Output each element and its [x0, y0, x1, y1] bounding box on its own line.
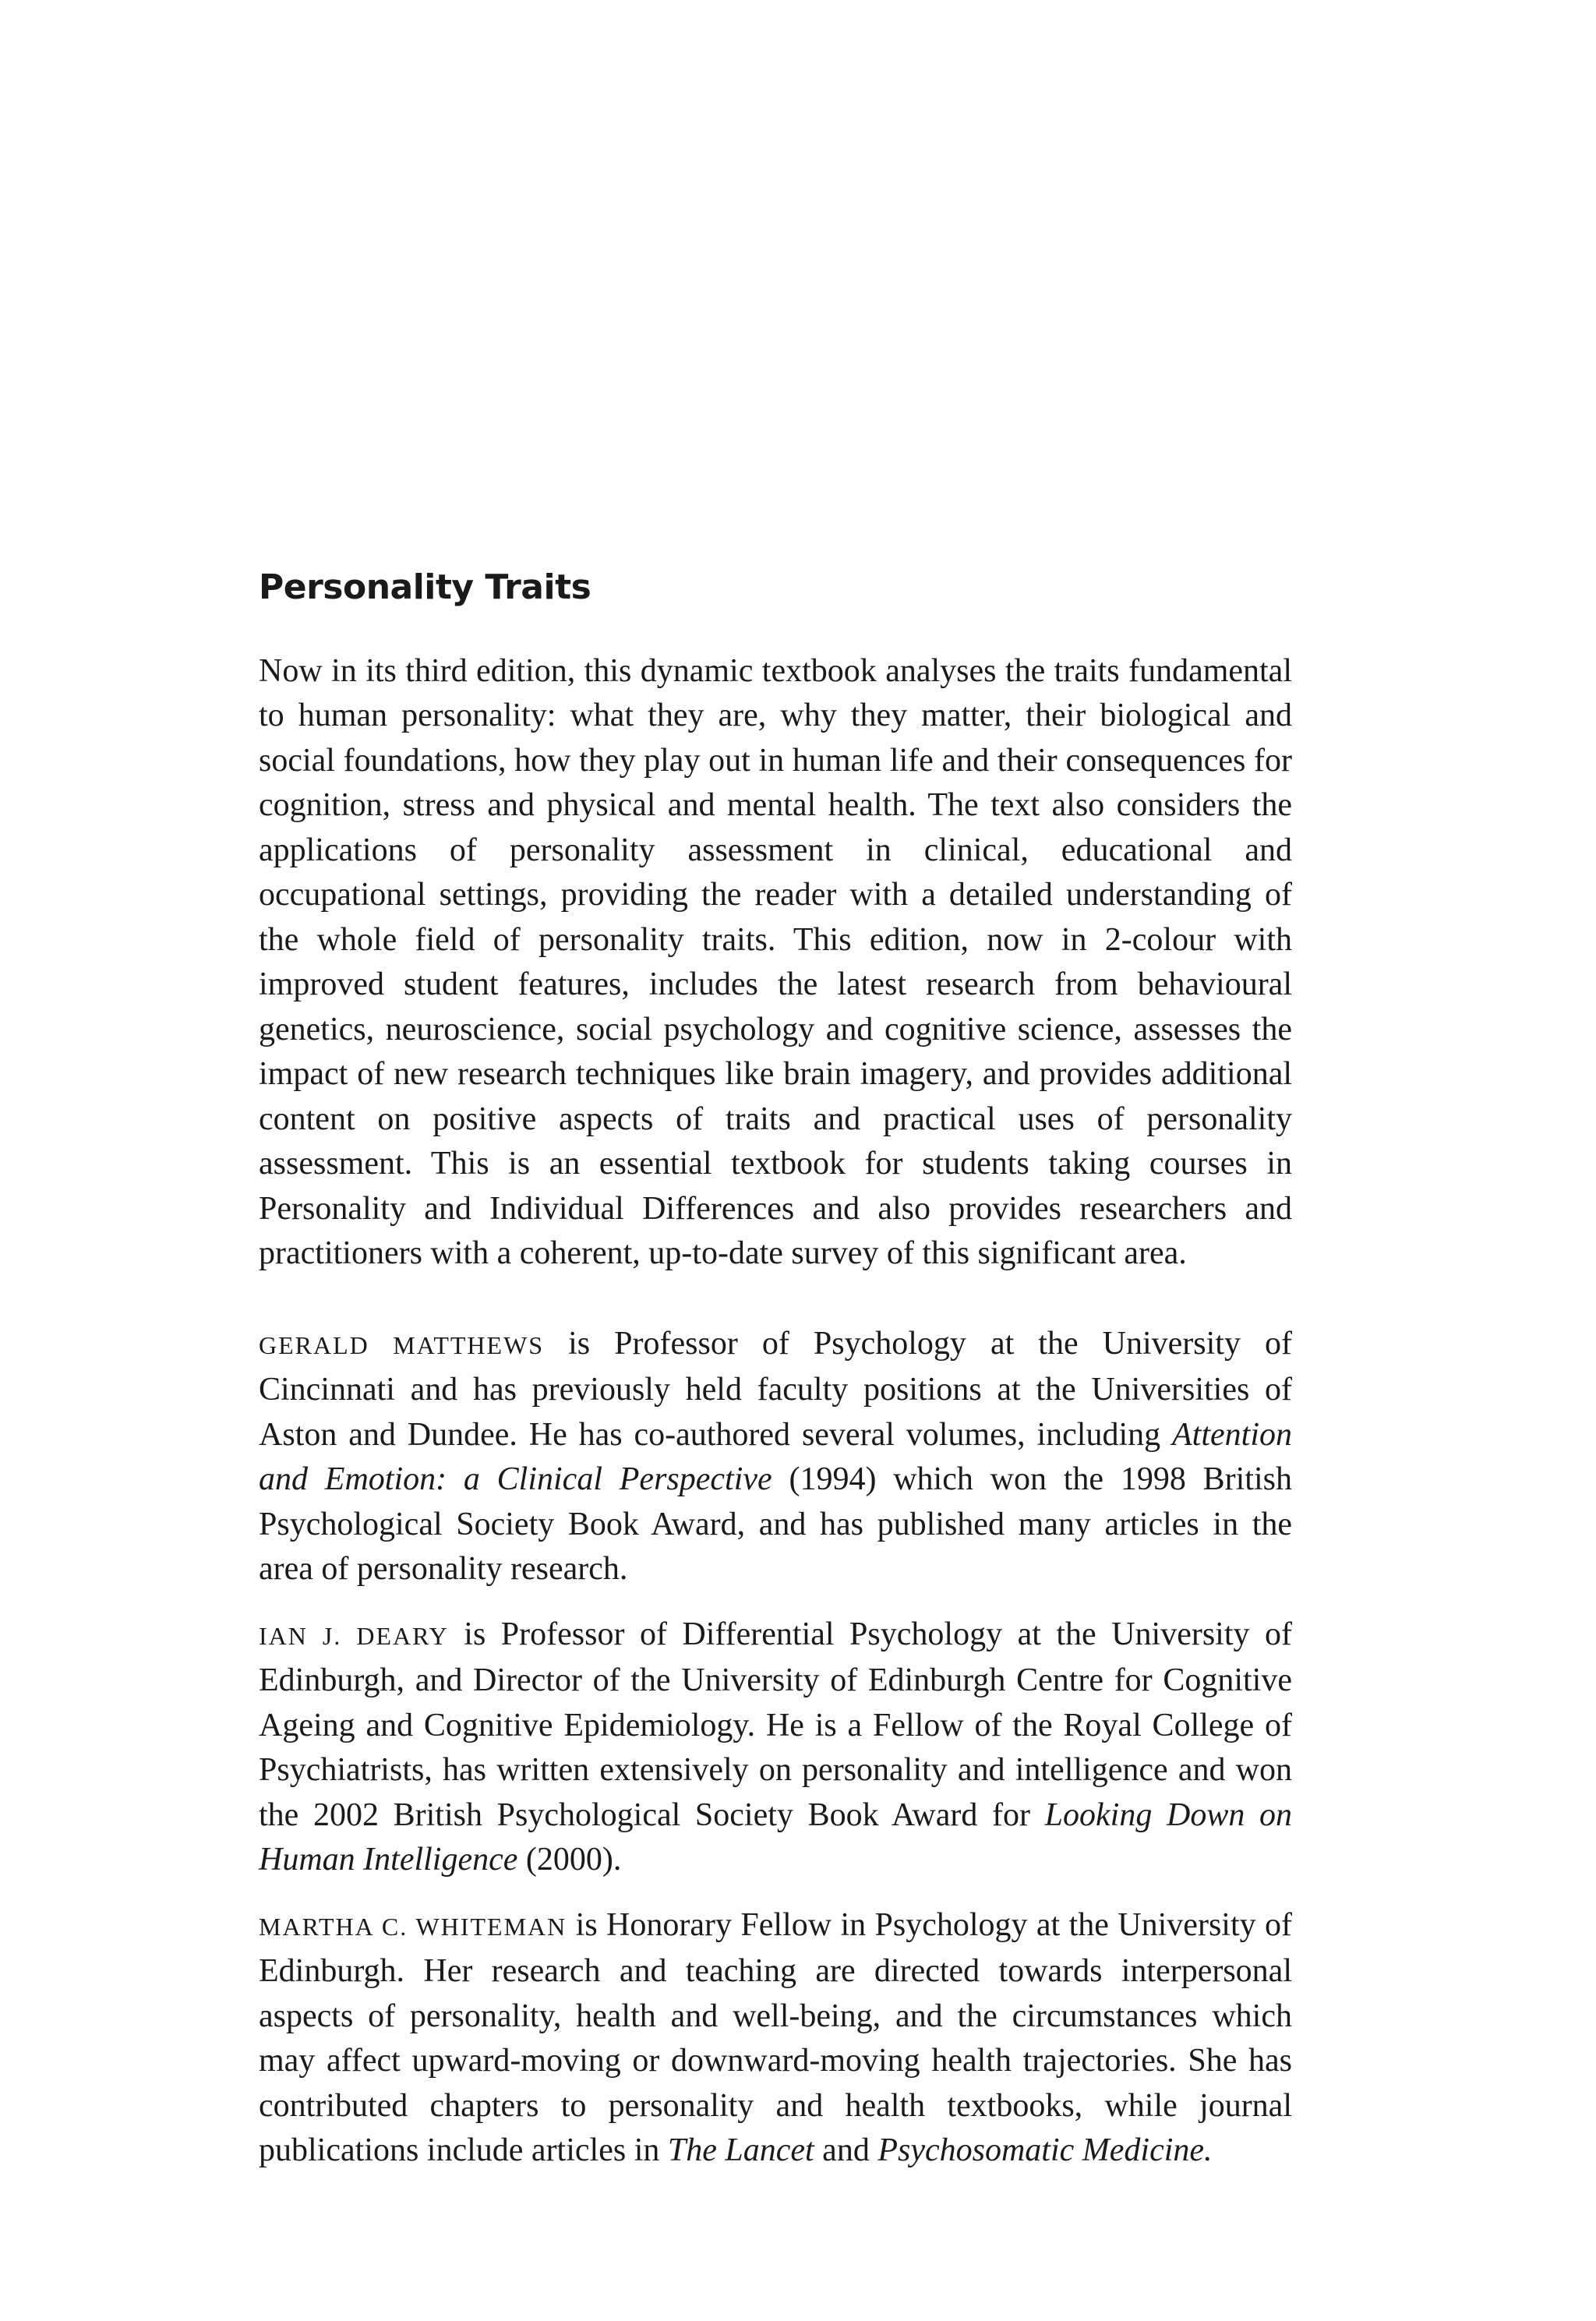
author-name: MARTHA C. WHITEMAN	[259, 1912, 567, 1941]
author-bio-text: is Professor of Psychology at the University of Cincinnati and has previously held faculty positions at the Universities of Aston and Dundee. He has co-authored several volumes, including	[259, 1325, 1292, 1453]
author-bio-deary	[259, 1613, 1292, 1883]
journal-reference: The Lancet	[667, 2132, 814, 2169]
author-name: GERALD MATTHEWS	[259, 1330, 545, 1359]
book-reference: Looking Down on Human Intelligence	[259, 1796, 1292, 1878]
author-bio-text: and	[814, 2132, 878, 2169]
author-bio-text: is Honorary Fellow in Psychology at the University of Edinburgh. Her research and teaching are directed towards interpersonal aspects of personality, health and well-being, and the circumstances which may affect upward-moving or downward-moving health trajectories. She has contributed chapters to personality and health textbooks, while journal publications include articles in	[259, 1906, 1292, 2169]
author-bio-text: is Professor of Differential Psychology at the University of Edinburgh, and Director of the University of Edinburgh Centre for Cognitive Ageing and Cognitive Epidemiology. He is a Fellow of the Royal College of Psychiatrists, has written extensively on personality and intelligence and won the 2002 British Psychological Society Book Award for	[259, 1616, 1292, 1833]
book-reference: Attention and Emotion: a Clinical Perspective	[259, 1416, 1292, 1498]
author-bio-text: (2000).	[517, 1842, 622, 1878]
book-description: Now in its third edition, this dynamic textbook analyses the traits fundamental to human personality: what they are, why they matter, their biological and social foundations, how they play out in human life and their consequences for cognition, stress and physical and mental health. The text also considers the applications of personality assessment in clinical, educational and occupational settings, providing the reader with a detailed understanding of the whole field of personality traits. This edition, now in 2-colour with improved student features, includes the latest research from behavioural genetics, neuroscience, social psychology and cognitive science, assesses the impact of new research techniques like brain imagery, and provides additional content on positive aspects of traits and practical uses of personality assessment. This is an essential textbook for students taking courses in Personality and Individual Differences and also provides researchers and practitioners with a coherent, up-to-date survey of this significant area.	[259, 652, 1292, 1272]
author-name: IAN J. DEARY	[259, 1621, 449, 1650]
author-bio-text: (1994) which won the 1998 British Psychological Society Book Award, and has published many articles in the area of personality research.	[259, 1461, 1292, 1588]
author-bio-whiteman	[259, 1903, 1292, 2174]
book-title: Personality Traits	[259, 567, 591, 607]
journal-reference: Psychosomatic Medicine.	[877, 2132, 1213, 2169]
author-bio-matthews	[259, 1322, 1292, 1592]
book-description-page	[259, 567, 1292, 2194]
